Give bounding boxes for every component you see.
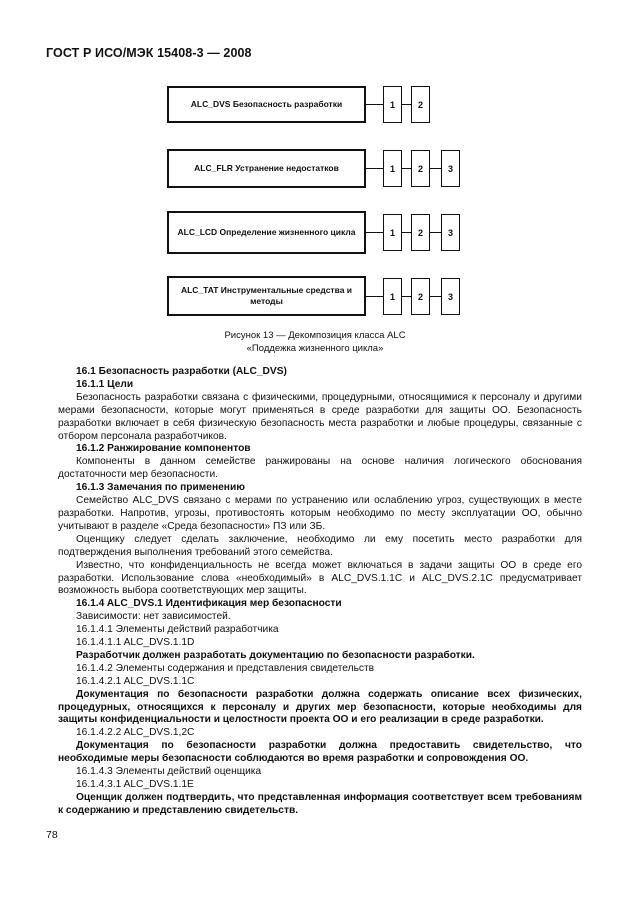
connector	[366, 104, 383, 105]
connector	[430, 296, 441, 297]
connector	[366, 296, 383, 297]
paragraph: Оценщику следует сделать заключение, необходимо ли ему посетить место разработки для подтверждения выполнения требований этого семейства.	[58, 533, 582, 558]
figure-caption-line: «Поддежка жизненного цикла»	[246, 343, 384, 354]
connector	[430, 168, 441, 169]
figure-caption-line: Рисунок 13 — Декомпозиция класса ALC	[224, 330, 406, 341]
component-box: 3	[441, 278, 460, 315]
family-box-alc-dvs: ALC_DVS Безопасность разработки	[167, 86, 366, 123]
connector	[402, 104, 411, 105]
element-id: 16.1.4.1.1 ALC_DVS.1.1D	[76, 637, 195, 649]
paragraph: Безопасность разработки связана с физическими, процедурными, относящимися к персоналу и другими мерами безопасности, которые могут применяться в среде разработки для защиты ОО. Безопасность разработки включает в себя физическую безопасность места разработки и любые процедуры, связанные с отбором персонала разработчиков.	[58, 391, 582, 442]
connector	[402, 168, 411, 169]
element-text: Оценщик должен подтвердить, что представленная информация соответствует всем требованиям к содержанию и представлению свидетельств.	[58, 791, 582, 816]
element-id: 16.1.4.2.2 ALC_DVS.1,2C	[76, 727, 195, 739]
component-box: 3	[441, 214, 460, 251]
document-body	[58, 366, 582, 818]
element-text: Документация по безопасности разработки должна предоставить свидетельство, что необходимые меры безопасности соблюдаются во время разработки и сопровождения ОО.	[58, 740, 582, 765]
component-box: 1	[383, 278, 402, 315]
paragraph: Компоненты в данном семействе ранжированы на основе наличия логического обоснования достаточности мер безопасности.	[58, 456, 582, 481]
element-text: Документация по безопасности разработки должна содержать описание всех физических, процедурных, относящихся к персоналу и других мер безопасности, которые необходимы для защиты конфиденциальности и целостности проекта ОО и его реализации в среде разработки.	[58, 688, 582, 726]
family-box-alc-tat: ALC_TAT Инструментальные средства и методы	[167, 276, 366, 316]
element-text: Разработчик должен разработать документацию по безопасности разработки.	[76, 649, 475, 661]
element-heading: 16.1.4.2 Элементы содержания и представления свидетельств	[76, 662, 375, 674]
page-header: ГОСТ Р ИСО/МЭК 15408-3 — 2008	[46, 46, 252, 60]
component-box: 1	[383, 86, 402, 123]
section-heading: 16.1.4 ALC_DVS.1 Идентификация мер безопасности	[76, 598, 342, 610]
component-box: 2	[411, 214, 430, 251]
element-heading: 16.1.4.1 Элементы действий разработчика	[76, 624, 279, 636]
page-number: 78	[46, 829, 58, 841]
component-box: 1	[383, 214, 402, 251]
element-id: 16.1.4.2.1 ALC_DVS.1.1C	[76, 675, 195, 687]
paragraph: Семейство ALC_DVS связано с мерами по устранению или ослаблению угроз, существующих в месте разработки. Напротив, угрозы, противостоять которым необходимо по месту эксплуатации ОО, обычно учитывают в разделе «Среда безопасности» ПЗ или ЗБ.	[58, 495, 582, 532]
connector	[402, 296, 411, 297]
paragraph: Зависимости: нет зависимостей.	[76, 611, 231, 623]
section-heading: 16.1.1 Цели	[76, 378, 134, 390]
component-box: 3	[441, 150, 460, 187]
element-heading: 16.1.4.3 Элементы действий оценщика	[76, 766, 262, 778]
decomposition-diagram	[0, 0, 630, 330]
family-box-alc-flr: ALC_FLR Устранение недостатков	[167, 149, 366, 188]
section-heading: 16.1.2 Ранжирование компонентов	[76, 443, 251, 455]
section-heading: 16.1 Безопасность разработки (ALC_DVS)	[76, 366, 287, 377]
connector	[430, 232, 441, 233]
element-id: 16.1.4.3.1 ALC_DVS.1.1E	[76, 779, 194, 790]
component-box: 2	[411, 86, 430, 123]
paragraph: Известно, что конфиденциальность не всегда может включаться в задачи защиты ОО в среде его разработки. Использование слова «необходимый» в ALC_DVS.1.1C и ALC_DVS.2.1C предусматривает возможность выбора соответствующих мер защиты.	[58, 559, 582, 597]
section-heading: 16.1.3 Замечания по применению	[76, 482, 245, 494]
component-box: 2	[411, 278, 430, 315]
family-box-alc-lcd: ALC_LCD Определение жизненного цикла	[167, 211, 366, 254]
connector	[366, 232, 383, 233]
component-box: 1	[383, 150, 402, 187]
connector	[402, 232, 411, 233]
component-box: 2	[411, 150, 430, 187]
figure-caption	[0, 330, 630, 354]
connector	[366, 168, 383, 169]
